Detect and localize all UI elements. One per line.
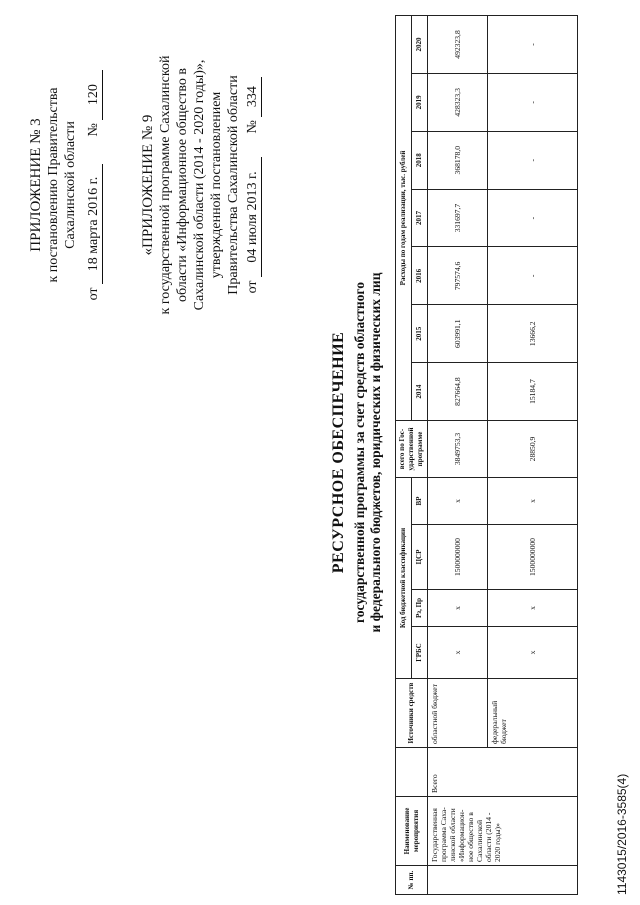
col-year: 2016 bbox=[412, 247, 428, 305]
col-csr: ЦСР bbox=[412, 525, 428, 590]
col-year: 2020 bbox=[412, 16, 428, 74]
heading-subtitle-2: и федерального бюджетов, юридических и физических лиц bbox=[368, 272, 383, 633]
value-cell: - bbox=[488, 16, 578, 74]
value-cell: 603991,1 bbox=[428, 305, 488, 363]
rzpr-cell: x bbox=[488, 590, 578, 627]
value-cell: 492323,8 bbox=[428, 16, 488, 74]
csr-cell: 1500000000 bbox=[428, 525, 488, 590]
csr-cell: 1500000000 bbox=[488, 525, 578, 590]
value-cell: 15184,7 bbox=[488, 363, 578, 421]
appendix-block bbox=[28, 25, 103, 345]
rzpr-cell: x bbox=[428, 590, 488, 627]
value-cell: - bbox=[488, 247, 578, 305]
value-cell: - bbox=[488, 73, 578, 131]
program-name: Государственная программа Саха-линской области «Информацион-ное общество в Сахалинской области (2014 - 2020 годы)» bbox=[428, 797, 578, 866]
value-cell: 13666,2 bbox=[488, 305, 578, 363]
col-code: Код бюджетной классификации bbox=[396, 478, 412, 679]
appendix-date: 18 марта 2016 г. bbox=[85, 164, 103, 284]
value-cell: 368178,0 bbox=[428, 131, 488, 189]
prior-line4: утвержденной постановлением bbox=[209, 91, 224, 279]
appendix-line1: к постановлению Правительства bbox=[46, 87, 61, 283]
value-cell: 428323,3 bbox=[428, 73, 488, 131]
prior-line3: Сахалинской области (2014 - 2020 годы)», bbox=[192, 59, 207, 311]
appendix-title: ПРИЛОЖЕНИЕ № 3 bbox=[28, 118, 44, 252]
row-no bbox=[428, 866, 578, 895]
prior-title: «ПРИЛОЖЕНИЕ № 9 bbox=[140, 114, 156, 256]
prior-number: 334 bbox=[244, 77, 262, 117]
col-group bbox=[396, 748, 428, 797]
value-cell: 797574,6 bbox=[428, 247, 488, 305]
col-source: Источники средств bbox=[396, 679, 428, 748]
document-heading bbox=[330, 0, 384, 905]
row-group: Всего bbox=[428, 748, 578, 797]
col-year: 2015 bbox=[412, 305, 428, 363]
col-name: Наименование мероприятия bbox=[396, 797, 428, 866]
resource-table bbox=[395, 15, 578, 895]
prior-appendix-block bbox=[140, 25, 262, 345]
col-rzpr: Рз, Пр bbox=[412, 590, 428, 627]
appendix-date-line: от 18 марта 2016 г. № 120 bbox=[85, 25, 103, 345]
col-total: всего по Гос-ударственной программе bbox=[396, 421, 428, 478]
vr-cell: x bbox=[428, 478, 488, 525]
prior-line2: области «Информационное общество в bbox=[175, 68, 190, 303]
table-row bbox=[428, 16, 488, 895]
grbs-cell: x bbox=[488, 627, 578, 679]
appendix-line2: Сахалинской области bbox=[63, 121, 78, 249]
col-year: 2014 bbox=[412, 363, 428, 421]
heading-title: РЕСУРСНОЕ ОБЕСПЕЧЕНИЕ bbox=[330, 331, 347, 574]
appendix-number: 120 bbox=[85, 70, 103, 120]
heading-subtitle-1: государственной программы за счет средств областного bbox=[352, 282, 367, 623]
value-cell: - bbox=[488, 189, 578, 247]
vr-cell: x bbox=[488, 478, 578, 525]
total-cell: 28850,9 bbox=[488, 421, 578, 478]
source-cell: федеральный бюджет bbox=[488, 679, 578, 748]
value-cell: - bbox=[488, 131, 578, 189]
value-cell: 331697,7 bbox=[428, 189, 488, 247]
document-barcode-number: 1143015/2016-3585(4) bbox=[615, 773, 629, 895]
source-cell: областной бюджет bbox=[428, 679, 488, 748]
value-cell: 827664,8 bbox=[428, 363, 488, 421]
col-year: 2018 bbox=[412, 131, 428, 189]
prior-line5: Правительства Сахалинской области bbox=[226, 75, 241, 295]
prior-date: 04 июля 2013 г. bbox=[244, 157, 262, 277]
grbs-cell: x bbox=[428, 627, 488, 679]
col-expenses: Расходы по годам реализации, тыс. рублей bbox=[396, 16, 412, 421]
total-cell: 3849753,3 bbox=[428, 421, 488, 478]
col-no: № пп. bbox=[396, 866, 428, 895]
col-year: 2017 bbox=[412, 189, 428, 247]
col-vr: ВР bbox=[412, 478, 428, 525]
prior-date-line: от 04 июля 2013 г. № 334 bbox=[244, 25, 262, 345]
col-year: 2019 bbox=[412, 73, 428, 131]
prior-line1: к государственной программе Сахалинской bbox=[158, 55, 173, 315]
col-grbs: ГРБС bbox=[412, 627, 428, 679]
